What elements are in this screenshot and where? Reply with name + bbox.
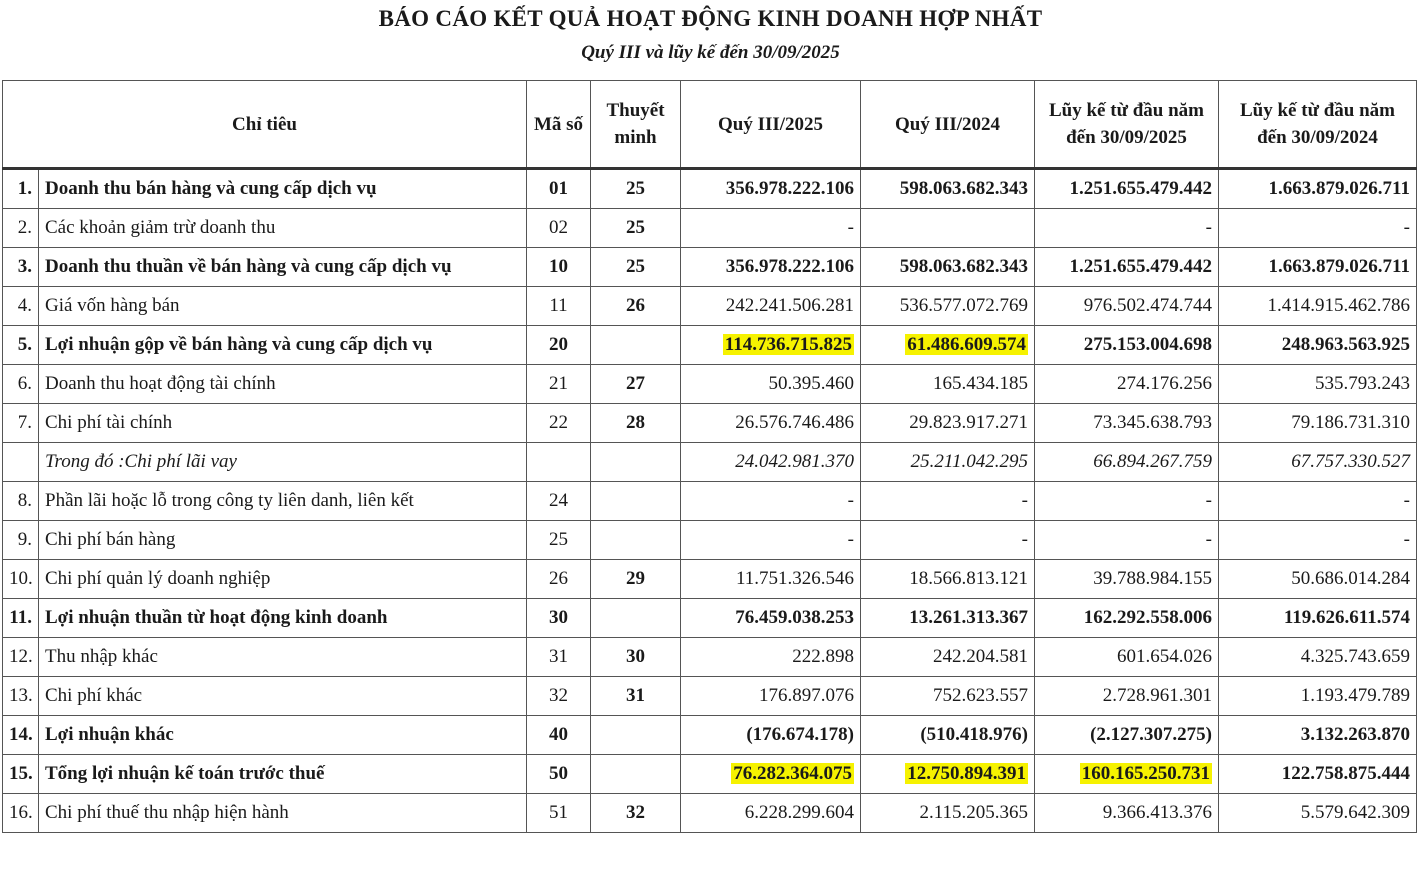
row-ytd-2024: - — [1219, 209, 1417, 248]
header-note: Thuyết minh — [591, 81, 681, 169]
row-note: 32 — [591, 794, 681, 833]
row-ytd-2024: 50.686.014.284 — [1219, 560, 1417, 599]
row-code: 51 — [527, 794, 591, 833]
row-q3-2025: 11.751.326.546 — [681, 560, 861, 599]
table-row — [3, 404, 1417, 443]
row-code — [527, 443, 591, 482]
row-code: 50 — [527, 755, 591, 794]
row-ytd-2025: 275.153.004.698 — [1035, 326, 1219, 365]
table-row — [3, 755, 1417, 794]
row-number: 4. — [3, 287, 39, 326]
row-q3-2025: 6.228.299.604 — [681, 794, 861, 833]
table-row — [3, 638, 1417, 677]
row-number: 9. — [3, 521, 39, 560]
row-q3-2024: - — [861, 521, 1035, 560]
row-q3-2025: 222.898 — [681, 638, 861, 677]
row-q3-2025: 76.459.038.253 — [681, 599, 861, 638]
row-code: 01 — [527, 169, 591, 209]
row-ytd-2025: 39.788.984.155 — [1035, 560, 1219, 599]
row-ytd-2024: 1.663.879.026.711 — [1219, 169, 1417, 209]
row-ytd-2025: 2.728.961.301 — [1035, 677, 1219, 716]
row-indicator: Tổng lợi nhuận kế toán trước thuế — [39, 755, 527, 794]
row-ytd-2025: 9.366.413.376 — [1035, 794, 1219, 833]
row-code: 10 — [527, 248, 591, 287]
row-ytd-2024: 122.758.875.444 — [1219, 755, 1417, 794]
row-ytd-2024: 4.325.743.659 — [1219, 638, 1417, 677]
row-q3-2025: 176.897.076 — [681, 677, 861, 716]
row-code: 26 — [527, 560, 591, 599]
table-row — [3, 443, 1417, 482]
row-note: 29 — [591, 560, 681, 599]
row-ytd-2025: (2.127.307.275) — [1035, 716, 1219, 755]
row-ytd-2025: - — [1035, 521, 1219, 560]
row-q3-2025: - — [681, 209, 861, 248]
row-note — [591, 443, 681, 482]
row-ytd-2024: 1.414.915.462.786 — [1219, 287, 1417, 326]
row-code: 40 — [527, 716, 591, 755]
table-row — [3, 677, 1417, 716]
row-q3-2024: - — [861, 482, 1035, 521]
table-row — [3, 365, 1417, 404]
row-number: 3. — [3, 248, 39, 287]
highlighted-value: 12.750.894.391 — [907, 763, 1026, 784]
row-ytd-2024: 3.132.263.870 — [1219, 716, 1417, 755]
row-q3-2024: 2.115.205.365 — [861, 794, 1035, 833]
row-code: 11 — [527, 287, 591, 326]
row-indicator: Doanh thu hoạt động tài chính — [39, 365, 527, 404]
row-note: 25 — [591, 169, 681, 209]
row-q3-2024: (510.418.976) — [861, 716, 1035, 755]
header-code: Mã số — [527, 81, 591, 169]
row-ytd-2025: - — [1035, 209, 1219, 248]
row-indicator: Doanh thu bán hàng và cung cấp dịch vụ — [39, 169, 527, 209]
row-number: 1. — [3, 169, 39, 209]
row-note: 26 — [591, 287, 681, 326]
row-ytd-2025: 1.251.655.479.442 — [1035, 248, 1219, 287]
header-indicator: Chỉ tiêu — [3, 81, 527, 169]
row-ytd-2025: 976.502.474.744 — [1035, 287, 1219, 326]
row-q3-2025: 356.978.222.106 — [681, 169, 861, 209]
row-indicator: Doanh thu thuần về bán hàng và cung cấp dịch vụ — [39, 248, 527, 287]
table-header-row — [3, 81, 1417, 169]
row-indicator: Chi phí tài chính — [39, 404, 527, 443]
table-row — [3, 794, 1417, 833]
row-ytd-2024: - — [1219, 521, 1417, 560]
row-indicator: Trong đó :Chi phí lãi vay — [39, 443, 527, 482]
row-note — [591, 755, 681, 794]
row-ytd-2024: 535.793.243 — [1219, 365, 1417, 404]
report-title: BÁO CÁO KẾT QUẢ HOẠT ĐỘNG KINH DOANH HỢP NHẤT — [378, 6, 1043, 31]
header-q3-2025: Quý III/2025 — [681, 81, 861, 169]
row-q3-2024: 25.211.042.295 — [861, 443, 1035, 482]
row-ytd-2024: - — [1219, 482, 1417, 521]
row-ytd-2025: - — [1035, 482, 1219, 521]
row-q3-2025 — [681, 326, 861, 365]
row-q3-2025: 242.241.506.281 — [681, 287, 861, 326]
table-row — [3, 716, 1417, 755]
row-q3-2024: 13.261.313.367 — [861, 599, 1035, 638]
highlighted-value: 114.736.715.825 — [724, 334, 852, 355]
row-note: 28 — [591, 404, 681, 443]
row-indicator: Lợi nhuận thuần từ hoạt động kinh doanh — [39, 599, 527, 638]
table-row — [3, 521, 1417, 560]
row-number: 12. — [3, 638, 39, 677]
row-q3-2025: 26.576.746.486 — [681, 404, 861, 443]
row-indicator: Giá vốn hàng bán — [39, 287, 527, 326]
row-q3-2025: (176.674.178) — [681, 716, 861, 755]
row-q3-2024: 536.577.072.769 — [861, 287, 1035, 326]
row-q3-2024: 29.823.917.271 — [861, 404, 1035, 443]
row-ytd-2024: 1.193.479.789 — [1219, 677, 1417, 716]
table-row — [3, 209, 1417, 248]
row-code: 21 — [527, 365, 591, 404]
row-note — [591, 482, 681, 521]
row-ytd-2025: 66.894.267.759 — [1035, 443, 1219, 482]
row-ytd-2024: 67.757.330.527 — [1219, 443, 1417, 482]
row-indicator: Lợi nhuận gộp về bán hàng và cung cấp dịch vụ — [39, 326, 527, 365]
row-ytd-2025 — [1035, 755, 1219, 794]
row-code: 25 — [527, 521, 591, 560]
row-code: 30 — [527, 599, 591, 638]
row-q3-2024: 18.566.813.121 — [861, 560, 1035, 599]
row-code: 32 — [527, 677, 591, 716]
row-number: 6. — [3, 365, 39, 404]
row-number: 14. — [3, 716, 39, 755]
row-number: 5. — [3, 326, 39, 365]
income-statement-table — [2, 80, 1417, 833]
row-q3-2024: 598.063.682.343 — [861, 169, 1035, 209]
row-indicator: Lợi nhuận khác — [39, 716, 527, 755]
row-note: 30 — [591, 638, 681, 677]
row-q3-2025: - — [681, 482, 861, 521]
row-number: 11. — [3, 599, 39, 638]
row-code: 02 — [527, 209, 591, 248]
row-number: 10. — [3, 560, 39, 599]
row-ytd-2025: 274.176.256 — [1035, 365, 1219, 404]
row-q3-2025: 24.042.981.370 — [681, 443, 861, 482]
table-row — [3, 287, 1417, 326]
table-row — [3, 560, 1417, 599]
row-ytd-2025: 1.251.655.479.442 — [1035, 169, 1219, 209]
header-q3-2024: Quý III/2024 — [861, 81, 1035, 169]
row-note: 31 — [591, 677, 681, 716]
row-indicator: Chi phí bán hàng — [39, 521, 527, 560]
row-q3-2025: - — [681, 521, 861, 560]
row-note: 27 — [591, 365, 681, 404]
row-ytd-2024: 79.186.731.310 — [1219, 404, 1417, 443]
table-row — [3, 326, 1417, 365]
row-ytd-2025: 601.654.026 — [1035, 638, 1219, 677]
row-q3-2024: 598.063.682.343 — [861, 248, 1035, 287]
row-note — [591, 599, 681, 638]
row-q3-2024 — [861, 326, 1035, 365]
header-ytd-2024: Lũy kế từ đầu năm đến 30/09/2024 — [1219, 81, 1417, 169]
table-row — [3, 482, 1417, 521]
highlighted-value: 160.165.250.731 — [1081, 763, 1210, 784]
row-ytd-2024: 248.963.563.925 — [1219, 326, 1417, 365]
highlighted-value: 61.486.609.574 — [907, 334, 1026, 355]
row-q3-2024 — [861, 755, 1035, 794]
row-code: 24 — [527, 482, 591, 521]
row-number: 16. — [3, 794, 39, 833]
row-ytd-2024: 5.579.642.309 — [1219, 794, 1417, 833]
row-number: 8. — [3, 482, 39, 521]
row-number — [3, 443, 39, 482]
highlighted-value: 76.282.364.075 — [733, 763, 852, 784]
row-q3-2024: 242.204.581 — [861, 638, 1035, 677]
report-subtitle: Quý III và lũy kế đến 30/09/2025 — [581, 42, 840, 63]
row-indicator: Phần lãi hoặc lỗ trong công ty liên danh, liên kết — [39, 482, 527, 521]
row-number: 15. — [3, 755, 39, 794]
header-ytd-2025: Lũy kế từ đầu năm đến 30/09/2025 — [1035, 81, 1219, 169]
row-note — [591, 326, 681, 365]
row-indicator: Chi phí khác — [39, 677, 527, 716]
table-row — [3, 599, 1417, 638]
row-note: 25 — [591, 209, 681, 248]
row-code: 20 — [527, 326, 591, 365]
row-q3-2024: 752.623.557 — [861, 677, 1035, 716]
row-q3-2025 — [681, 755, 861, 794]
row-q3-2025: 50.395.460 — [681, 365, 861, 404]
table-row — [3, 169, 1417, 209]
row-q3-2025: 356.978.222.106 — [681, 248, 861, 287]
row-number: 2. — [3, 209, 39, 248]
row-code: 22 — [527, 404, 591, 443]
row-indicator: Các khoản giảm trừ doanh thu — [39, 209, 527, 248]
row-number: 13. — [3, 677, 39, 716]
row-number: 7. — [3, 404, 39, 443]
row-note — [591, 716, 681, 755]
row-ytd-2025: 162.292.558.006 — [1035, 599, 1219, 638]
row-q3-2024: 165.434.185 — [861, 365, 1035, 404]
row-ytd-2024: 119.626.611.574 — [1219, 599, 1417, 638]
row-note — [591, 521, 681, 560]
row-q3-2024 — [861, 209, 1035, 248]
row-ytd-2024: 1.663.879.026.711 — [1219, 248, 1417, 287]
row-ytd-2025: 73.345.638.793 — [1035, 404, 1219, 443]
table-row — [3, 248, 1417, 287]
row-indicator: Chi phí thuế thu nhập hiện hành — [39, 794, 527, 833]
row-indicator: Thu nhập khác — [39, 638, 527, 677]
row-code: 31 — [527, 638, 591, 677]
row-note: 25 — [591, 248, 681, 287]
row-indicator: Chi phí quản lý doanh nghiệp — [39, 560, 527, 599]
